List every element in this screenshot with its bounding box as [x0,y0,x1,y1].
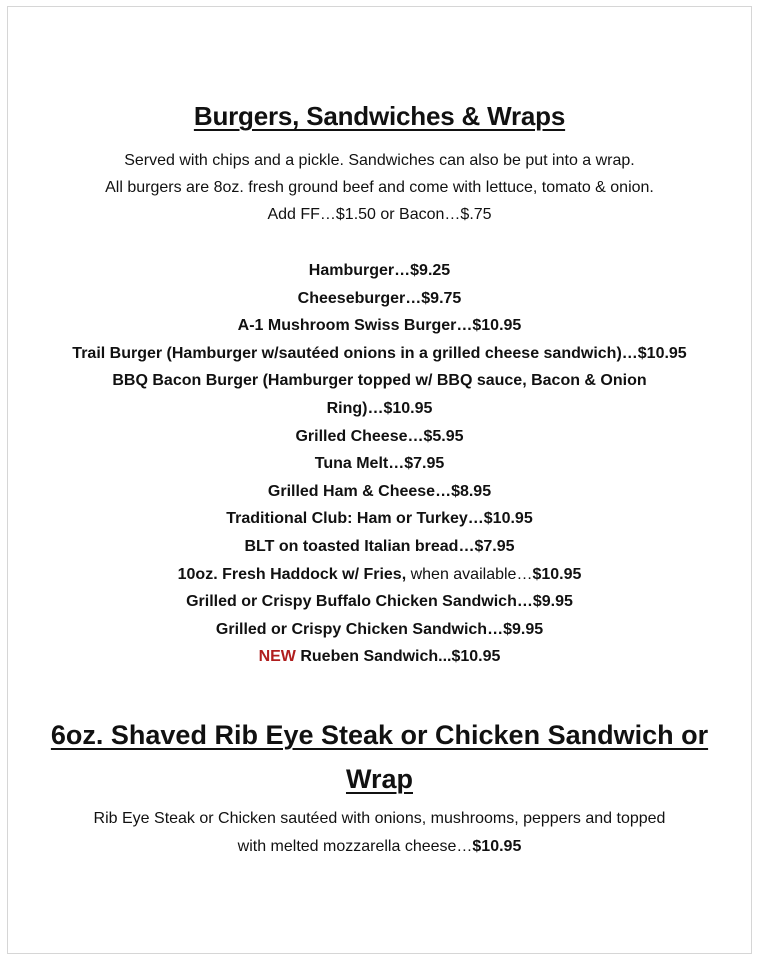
menu-page [7,6,752,954]
new-badge: NEW [258,648,296,666]
burgers-section-title: Burgers, Sandwiches & Wraps [193,101,566,131]
menu-item-chicken-sandwich: Grilled or Crispy Chicken Sandwich…$9.95 [215,620,544,638]
intro-line-addons: Add FF…$1.50 or Bacon…$.75 [267,206,492,223]
menu-item-blt: BLT on toasted Italian bread…$7.95 [244,537,515,555]
steak-desc-line1: Rib Eye Steak or Chicken sautéed with onions, mushrooms, peppers and topped [93,810,666,827]
steak-section-title [8,713,751,801]
menu-item-haddock [8,561,751,589]
steak-price: $10.95 [472,838,522,855]
steak-desc-text: with melted mozzarella cheese… [237,838,473,855]
menu-item-bbq-bacon-burger-cont: Ring)…$10.95 [326,399,433,417]
steak-description [8,805,751,861]
burgers-item-list [8,257,751,671]
menu-item-cheeseburger: Cheeseburger…$9.75 [297,289,462,307]
menu-item-buffalo-chicken: Grilled or Crispy Buffalo Chicken Sandwich…$9.95 [186,593,573,611]
menu-item-hamburger: Hamburger…$9.25 [308,262,451,279]
steak-title-line2: Wrap [345,764,413,794]
menu-item-grilled-ham-cheese: Grilled Ham & Cheese…$8.95 [267,482,492,500]
intro-line-sides: Served with chips and a pickle. Sandwiches can also be put into a wrap. [124,152,635,169]
steak-title-line1: 6oz. Shaved Rib Eye Steak or Chicken Sandwich or [50,720,709,750]
rueben-text: Rueben Sandwich...$10.95 [295,648,501,666]
intro-line-burgers: All burgers are 8oz. fresh ground beef and come with lettuce, tomato & onion. [105,179,654,196]
haddock-note: when available… [406,565,533,583]
menu-item-tuna-melt: Tuna Melt…$7.95 [314,455,445,473]
menu-item-grilled-cheese: Grilled Cheese…$5.95 [295,427,464,445]
haddock-price: $10.95 [532,565,582,583]
steak-desc-line2 [8,833,751,861]
haddock-name: 10oz. Fresh Haddock w/ Fries, [177,565,407,583]
menu-item-rueben [8,643,751,671]
menu-item-a1-mushroom-swiss: A-1 Mushroom Swiss Burger…$10.95 [237,317,522,335]
burgers-intro [8,147,751,228]
menu-item-traditional-club: Traditional Club: Ham or Turkey…$10.95 [226,510,533,528]
menu-item-trail-burger: Trail Burger (Hamburger w/sautéed onions in a grilled cheese sandwich)…$10.95 [72,344,687,362]
menu-item-bbq-bacon-burger: BBQ Bacon Burger (Hamburger topped w/ BBQ sauce, Bacon & Onion [112,372,647,390]
